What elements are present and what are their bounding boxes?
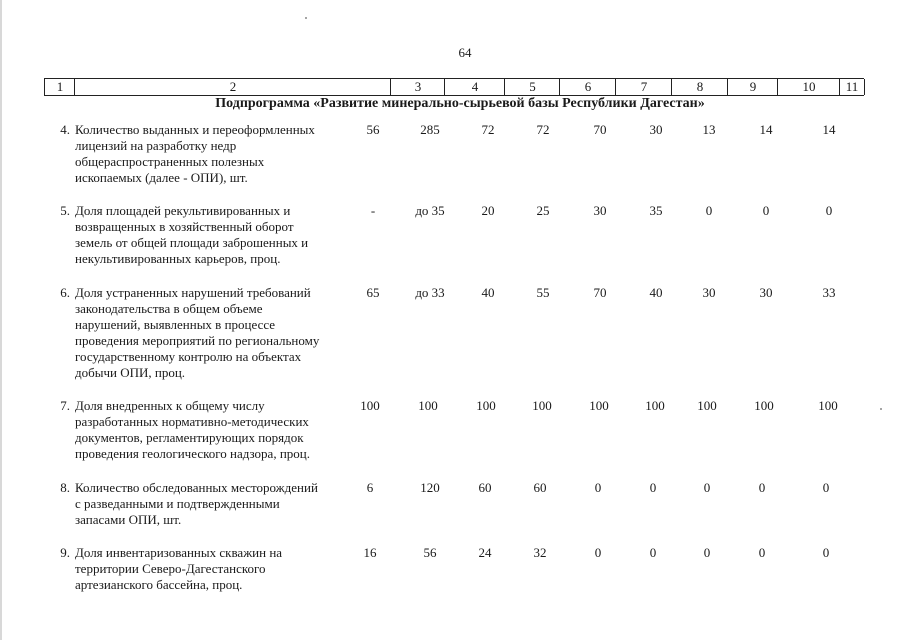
value-col-7: 30	[593, 203, 607, 218]
value-col-8: 100	[645, 398, 665, 413]
column-number-header	[44, 78, 864, 96]
indicator-name-line: Доля внедренных к общему числу	[75, 398, 265, 413]
value-col-11: 0	[822, 545, 830, 560]
header-col-3: 3	[390, 79, 445, 95]
row-number: 6.	[60, 285, 70, 300]
value-col-7: 70	[593, 285, 607, 300]
value-col-8: 40	[649, 285, 663, 300]
value-col-11: 100	[818, 398, 838, 413]
value-col-5: 24	[478, 545, 492, 560]
value-col-10: 30	[759, 285, 773, 300]
value-col-9: 30	[702, 285, 716, 300]
indicator-name	[75, 122, 340, 186]
value-col-4: до 33	[415, 285, 445, 300]
value-col-10: 0	[762, 203, 770, 218]
value-col-4: 120	[420, 480, 440, 495]
value-col-10: 0	[758, 480, 766, 495]
value-col-10: 100	[754, 398, 774, 413]
row-number: 8.	[60, 480, 70, 495]
value-col-7: 0	[594, 545, 602, 560]
value-col-8: 30	[649, 122, 663, 137]
header-col-4: 4	[444, 79, 505, 95]
value-col-9: 0	[705, 203, 713, 218]
value-col-7: 0	[594, 480, 602, 495]
value-col-8: 35	[649, 203, 663, 218]
indicator-name-line: проведения мероприятий по региональному	[75, 333, 320, 348]
header-col-6: 6	[559, 79, 616, 95]
header-col-11: 11	[839, 79, 865, 95]
header-col-10: 10	[777, 79, 840, 95]
indicator-name	[75, 203, 340, 267]
row-number: 9.	[60, 545, 70, 560]
indicator-name-line: запасами ОПИ, шт.	[75, 512, 182, 527]
value-col-6: 32	[533, 545, 547, 560]
scan-edge-shadow	[0, 0, 2, 640]
indicator-name-line: с разведанными и подтвержденными	[75, 496, 280, 511]
value-col-3: 65	[366, 285, 380, 300]
value-col-6: 55	[536, 285, 550, 300]
page-number: 64	[458, 45, 472, 60]
indicator-name-line: Доля устраненных нарушений требований	[75, 285, 311, 300]
indicator-name	[75, 545, 340, 593]
value-col-4: 56	[423, 545, 437, 560]
header-col-5: 5	[504, 79, 560, 95]
value-col-5: 100	[476, 398, 496, 413]
indicator-name	[75, 480, 340, 528]
header-col-8: 8	[671, 79, 728, 95]
header-col-2: 2	[74, 79, 391, 95]
value-col-6: 25	[536, 203, 550, 218]
value-col-6: 100	[532, 398, 552, 413]
value-col-11: 0	[825, 203, 833, 218]
value-col-5: 60	[478, 480, 492, 495]
value-col-5: 20	[481, 203, 495, 218]
subprogram-title: Подпрограмма «Развитие минерально-сырьевой базы Республики Дагестан»	[215, 96, 705, 111]
indicator-name-line: некультивированных карьеров, проц.	[75, 251, 281, 266]
value-col-9: 100	[697, 398, 717, 413]
indicator-name-line: артезианского бассейна, проц.	[75, 577, 243, 592]
value-col-3: 100	[360, 398, 380, 413]
indicator-name-line: земель от общей площади заброшенных и	[75, 235, 309, 250]
header-col-7: 7	[615, 79, 672, 95]
value-col-6: 60	[533, 480, 547, 495]
value-col-8: 0	[649, 545, 657, 560]
value-col-4: 100	[418, 398, 438, 413]
value-col-11: 14	[822, 122, 836, 137]
indicator-name-line: государственному контролю на объектах	[75, 349, 302, 364]
value-col-10: 0	[758, 545, 766, 560]
value-col-11: 0	[822, 480, 830, 495]
scan-speck	[880, 408, 882, 410]
indicator-name-line: документов, регламентирующих порядок	[75, 430, 304, 445]
indicator-name-line: территории Северо-Дагестанского	[75, 561, 266, 576]
indicator-name-line: законодательства в общем объеме	[75, 301, 263, 316]
value-col-10: 14	[759, 122, 773, 137]
header-col-9: 9	[727, 79, 778, 95]
value-col-3: -	[370, 203, 376, 218]
value-col-8: 0	[649, 480, 657, 495]
value-col-3: 16	[363, 545, 377, 560]
value-col-9: 0	[703, 480, 711, 495]
indicator-name-line: проведения геологического надзора, проц.	[75, 446, 310, 461]
indicator-name-line: ископаемых (далее - ОПИ), шт.	[75, 170, 248, 185]
indicator-name-line: общераспространенных полезных	[75, 154, 265, 169]
value-col-4: до 35	[415, 203, 445, 218]
indicator-name-line: Количество обследованных месторождений	[75, 480, 318, 495]
indicator-name-line: разработанных нормативно-методических	[75, 414, 309, 429]
indicator-name-line: добычи ОПИ, проц.	[75, 365, 186, 380]
value-col-9: 0	[703, 545, 711, 560]
header-col-1: 1	[44, 79, 75, 95]
value-col-7: 70	[593, 122, 607, 137]
indicator-name-line: нарушений, выявленных в процессе	[75, 317, 276, 332]
indicator-name-line: Количество выданных и переоформленных	[75, 122, 315, 137]
value-col-3: 56	[366, 122, 380, 137]
value-col-6: 72	[536, 122, 550, 137]
value-col-7: 100	[589, 398, 609, 413]
scan-speck	[305, 17, 307, 19]
row-number: 4.	[60, 122, 70, 137]
indicator-name-line: Доля площадей рекультивированных и	[75, 203, 291, 218]
value-col-5: 72	[481, 122, 495, 137]
indicator-name-line: лицензий на разработку недр	[75, 138, 237, 153]
value-col-5: 40	[481, 285, 495, 300]
value-col-11: 33	[822, 285, 836, 300]
indicator-name-line: Доля инвентаризованных скважин на	[75, 545, 283, 560]
value-col-9: 13	[702, 122, 716, 137]
indicator-name-line: возвращенных в хозяйственный оборот	[75, 219, 294, 234]
indicator-name	[75, 285, 340, 381]
row-number: 7.	[60, 398, 70, 413]
indicator-name	[75, 398, 340, 462]
value-col-3: 6	[366, 480, 374, 495]
value-col-4: 285	[420, 122, 440, 137]
row-number: 5.	[60, 203, 70, 218]
